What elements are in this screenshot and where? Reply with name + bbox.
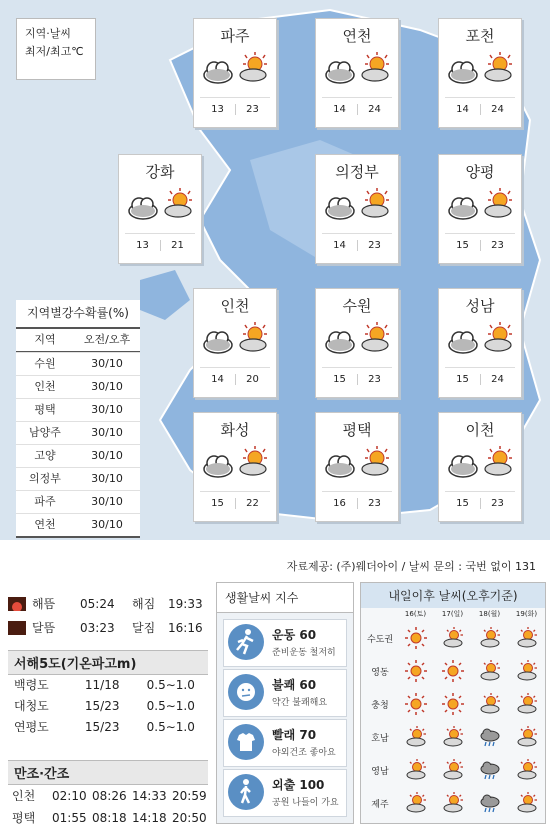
cloud-icon bbox=[447, 191, 479, 221]
port-name: 인천 bbox=[12, 789, 36, 803]
forecast-title: 내일이후 날씨(오후기준) bbox=[361, 583, 545, 608]
min-temp: 16 bbox=[322, 498, 358, 509]
city-card-yangpyeong bbox=[438, 154, 522, 264]
partly-cloudy-icon bbox=[236, 445, 270, 479]
table-row bbox=[16, 444, 140, 467]
table-row bbox=[16, 352, 140, 375]
max-temp: 22 bbox=[246, 498, 259, 509]
partly-cloudy-icon bbox=[236, 51, 270, 85]
life-index-item bbox=[223, 619, 347, 667]
map-legend bbox=[16, 18, 96, 80]
table-row bbox=[16, 490, 140, 513]
forecast-date: 16(토) bbox=[404, 610, 427, 618]
min-temp: 13 bbox=[200, 104, 236, 115]
forecast-row bbox=[361, 788, 545, 818]
life-index-label: 외출 100 bbox=[272, 778, 325, 792]
table-row bbox=[16, 398, 140, 421]
life-index-desc: 약간 불쾌해요 bbox=[272, 698, 328, 708]
max-temp: 24 bbox=[491, 374, 504, 385]
partly-cloudy-icon bbox=[481, 187, 515, 221]
city-name: 성남 bbox=[465, 297, 495, 315]
forecast-date: 17(일) bbox=[441, 610, 464, 618]
partly-cloudy-icon bbox=[481, 51, 515, 85]
forecast-date: 19(화) bbox=[515, 610, 538, 618]
partly-cloudy-icon bbox=[516, 792, 538, 814]
precipitation-table bbox=[16, 300, 140, 538]
city-card-pyeongtaek bbox=[315, 412, 399, 522]
moonset-label: 달짐 bbox=[132, 621, 156, 635]
life-weather-index bbox=[216, 582, 354, 824]
value-cell: 30/10 bbox=[91, 403, 123, 416]
sunset-time: 19:33 bbox=[168, 597, 203, 611]
forecast-dates bbox=[397, 609, 545, 619]
port-name: 평택 bbox=[12, 811, 36, 825]
forecast-region-name: 호남 bbox=[371, 734, 389, 744]
cloud-icon bbox=[202, 55, 234, 85]
partly-cloudy-icon bbox=[516, 693, 538, 715]
life-index-label: 운동 60 bbox=[272, 628, 317, 642]
min-temp: 14 bbox=[322, 104, 358, 115]
tide-time: 08:18 bbox=[92, 811, 127, 825]
sunny-icon bbox=[442, 693, 464, 715]
tide-table bbox=[8, 760, 208, 829]
city-name: 화성 bbox=[220, 421, 250, 439]
region-cell: 인천 bbox=[34, 380, 56, 393]
partly-cloudy-icon bbox=[358, 321, 392, 355]
forecast-region-name: 제주 bbox=[371, 800, 389, 810]
city-name: 이천 bbox=[465, 421, 495, 439]
rain-icon bbox=[479, 726, 501, 748]
life-index-label: 빨래 70 bbox=[272, 728, 317, 742]
data-source-note: 자료제공: (주)웨더아이 / 날씨 문의 : 국번 없이 131 bbox=[286, 560, 536, 573]
island-name: 대청도 bbox=[14, 699, 49, 713]
life-index-title: 생활날씨 지수 bbox=[217, 583, 353, 613]
cloud-icon bbox=[324, 55, 356, 85]
life-index-desc: 공원 나들이 가요 bbox=[272, 798, 339, 808]
table-row bbox=[8, 696, 208, 717]
tide-time: 01:55 bbox=[52, 811, 87, 825]
tide-time: 08:26 bbox=[92, 789, 127, 803]
life-index-desc: 야외건조 좋아요 bbox=[272, 748, 336, 758]
table-row bbox=[8, 785, 208, 807]
island-shape bbox=[140, 270, 190, 320]
min-temp: 15 bbox=[445, 498, 481, 509]
partly-cloudy-icon bbox=[442, 627, 464, 649]
partly-cloudy-icon bbox=[481, 321, 515, 355]
life-index-item bbox=[223, 769, 347, 817]
max-temp: 23 bbox=[368, 498, 381, 509]
partly-cloudy-icon bbox=[516, 627, 538, 649]
min-temp: 15 bbox=[445, 240, 481, 251]
value-cell: 30/10 bbox=[91, 380, 123, 393]
moonrise-icon bbox=[8, 621, 26, 635]
cloud-icon bbox=[202, 449, 234, 479]
moonrise-time: 03:23 bbox=[80, 621, 115, 635]
header-region: 지역 bbox=[34, 333, 56, 346]
forecast-row bbox=[361, 623, 545, 653]
partly-cloudy-icon bbox=[358, 445, 392, 479]
life-index-item bbox=[223, 669, 347, 717]
island-name: 연평도 bbox=[14, 720, 49, 734]
forecast-row bbox=[361, 689, 545, 719]
life-index-desc: 준비운동 철저히 bbox=[272, 648, 336, 658]
partly-cloudy-icon bbox=[236, 321, 270, 355]
tide-time: 14:33 bbox=[132, 789, 167, 803]
moonset-time: 16:16 bbox=[168, 621, 203, 635]
partly-cloudy-icon bbox=[358, 187, 392, 221]
region-cell: 연천 bbox=[34, 518, 56, 531]
value-cell: 30/10 bbox=[91, 449, 123, 462]
sunny-icon bbox=[405, 693, 427, 715]
sunset-label: 해짐 bbox=[132, 597, 156, 611]
partly-cloudy-icon bbox=[479, 693, 501, 715]
sun-row bbox=[8, 592, 208, 616]
moon-row bbox=[8, 616, 208, 640]
cloud-icon bbox=[447, 449, 479, 479]
forecast-row bbox=[361, 755, 545, 785]
tide-title: 만조·간조 bbox=[8, 760, 208, 785]
region-cell: 고양 bbox=[34, 449, 56, 462]
partly-cloudy-icon bbox=[481, 445, 515, 479]
walking-icon bbox=[228, 774, 264, 810]
value-cell: 30/10 bbox=[91, 495, 123, 508]
city-name: 인천 bbox=[220, 297, 250, 315]
city-name: 포천 bbox=[465, 27, 495, 45]
partly-cloudy-icon bbox=[442, 759, 464, 781]
tide-time: 14:18 bbox=[132, 811, 167, 825]
max-temp: 20 bbox=[246, 374, 259, 385]
city-card-paju bbox=[193, 18, 277, 128]
value-cell: 30/10 bbox=[91, 426, 123, 439]
city-card-seongnam bbox=[438, 288, 522, 398]
cloud-icon bbox=[447, 325, 479, 355]
city-card-uijeongbu bbox=[315, 154, 399, 264]
partly-cloudy-icon bbox=[405, 759, 427, 781]
forecast-row bbox=[361, 656, 545, 686]
table-header-row bbox=[16, 327, 140, 352]
partly-cloudy-icon bbox=[442, 726, 464, 748]
temp-range: 11/18 bbox=[84, 678, 120, 692]
table-row bbox=[16, 375, 140, 398]
running-icon bbox=[228, 624, 264, 660]
life-index-item bbox=[223, 719, 347, 767]
shirt-icon bbox=[228, 724, 264, 760]
sunrise-icon bbox=[8, 597, 26, 611]
cloud-icon bbox=[324, 325, 356, 355]
partly-cloudy-icon bbox=[405, 792, 427, 814]
tide-time: 02:10 bbox=[52, 789, 87, 803]
legend-units: 최저/최고℃ bbox=[25, 45, 84, 58]
value-cell: 30/10 bbox=[91, 357, 123, 370]
west-sea-islands bbox=[8, 650, 208, 738]
partly-cloudy-icon bbox=[479, 660, 501, 682]
west-sea-title: 서해5도(기온파고m) bbox=[8, 650, 208, 675]
partly-cloudy-icon bbox=[442, 792, 464, 814]
forecast-region-name: 영동 bbox=[371, 668, 389, 678]
rain-icon bbox=[479, 759, 501, 781]
max-temp: 23 bbox=[491, 240, 504, 251]
min-temp: 15 bbox=[445, 374, 481, 385]
life-index-label: 불쾌 60 bbox=[272, 678, 317, 692]
forecast-region-name: 수도권 bbox=[366, 635, 394, 645]
min-temp: 14 bbox=[322, 240, 358, 251]
max-temp: 24 bbox=[368, 104, 381, 115]
wave-height: 0.5∼1.0 bbox=[146, 678, 195, 692]
tide-time: 20:50 bbox=[172, 811, 207, 825]
moonrise-label: 달뜸 bbox=[32, 621, 56, 635]
city-card-pocheon bbox=[438, 18, 522, 128]
city-name: 강화 bbox=[145, 163, 175, 181]
sunrise-time: 05:24 bbox=[80, 597, 115, 611]
cloud-icon bbox=[202, 325, 234, 355]
cloud-icon bbox=[324, 191, 356, 221]
table-row bbox=[16, 513, 140, 538]
cloud-icon bbox=[324, 449, 356, 479]
value-cell: 30/10 bbox=[91, 472, 123, 485]
sunrise-label: 해뜸 bbox=[32, 597, 56, 611]
min-temp: 15 bbox=[200, 498, 236, 509]
forecast-date: 18(월) bbox=[478, 610, 501, 618]
temp-range: 15/23 bbox=[84, 699, 120, 713]
tide-time: 20:59 bbox=[172, 789, 207, 803]
header-am-pm: 오전/오후 bbox=[83, 333, 131, 346]
city-card-yeoncheon bbox=[315, 18, 399, 128]
city-card-suwon bbox=[315, 288, 399, 398]
island-name: 백령도 bbox=[14, 678, 49, 692]
forecast-row bbox=[361, 722, 545, 752]
max-temp: 23 bbox=[368, 374, 381, 385]
partly-cloudy-icon bbox=[405, 726, 427, 748]
city-card-hwaseong bbox=[193, 412, 277, 522]
region-cell: 의정부 bbox=[29, 472, 61, 485]
temp-range: 15/23 bbox=[84, 720, 120, 734]
sunny-icon bbox=[442, 660, 464, 682]
max-temp: 21 bbox=[171, 240, 184, 251]
table-row bbox=[16, 421, 140, 444]
precipitation-table-title: 지역별강수확률(%) bbox=[27, 306, 129, 320]
max-temp: 23 bbox=[246, 104, 259, 115]
region-cell: 남양주 bbox=[29, 426, 61, 439]
min-temp: 14 bbox=[200, 374, 236, 385]
table-row bbox=[8, 675, 208, 696]
city-card-incheon bbox=[193, 288, 277, 398]
forecast-region-name: 충청 bbox=[371, 701, 389, 711]
region-cell: 수원 bbox=[34, 357, 56, 370]
face-icon bbox=[228, 674, 264, 710]
partly-cloudy-icon bbox=[479, 627, 501, 649]
max-temp: 23 bbox=[491, 498, 504, 509]
table-row bbox=[8, 717, 208, 738]
wave-height: 0.5∼1.0 bbox=[146, 720, 195, 734]
rain-icon bbox=[479, 792, 501, 814]
region-cell: 평택 bbox=[34, 403, 56, 416]
value-cell: 30/10 bbox=[91, 518, 123, 531]
sunny-icon bbox=[405, 660, 427, 682]
city-name: 의정부 bbox=[335, 163, 379, 181]
table-row bbox=[16, 467, 140, 490]
city-card-ganghwa bbox=[118, 154, 202, 264]
sun-moon-times bbox=[8, 592, 208, 640]
sunny-icon bbox=[405, 627, 427, 649]
legend-title: 지역·날씨 bbox=[25, 27, 72, 40]
min-temp: 13 bbox=[125, 240, 161, 251]
min-temp: 14 bbox=[445, 104, 481, 115]
partly-cloudy-icon bbox=[161, 187, 195, 221]
region-cell: 파주 bbox=[34, 495, 56, 508]
wave-height: 0.5∼1.0 bbox=[146, 699, 195, 713]
min-temp: 15 bbox=[322, 374, 358, 385]
partly-cloudy-icon bbox=[516, 726, 538, 748]
city-name: 연천 bbox=[342, 27, 372, 45]
city-name: 평택 bbox=[342, 421, 372, 439]
city-card-icheon bbox=[438, 412, 522, 522]
city-name: 파주 bbox=[220, 27, 250, 45]
max-temp: 23 bbox=[368, 240, 381, 251]
max-temp: 24 bbox=[491, 104, 504, 115]
forecast-region-name: 영남 bbox=[371, 767, 389, 777]
city-name: 양평 bbox=[465, 163, 495, 181]
partly-cloudy-icon bbox=[358, 51, 392, 85]
partly-cloudy-icon bbox=[516, 660, 538, 682]
cloud-icon bbox=[447, 55, 479, 85]
forecast-next-days bbox=[360, 582, 546, 824]
city-name: 수원 bbox=[342, 297, 372, 315]
cloud-icon bbox=[127, 191, 159, 221]
partly-cloudy-icon bbox=[516, 759, 538, 781]
